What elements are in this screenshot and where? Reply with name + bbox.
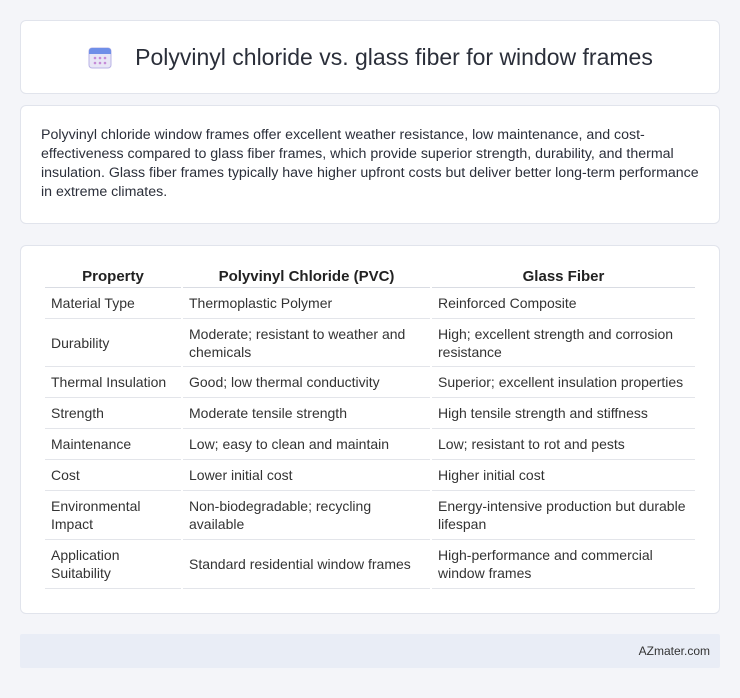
summary-text: Polyvinyl chloride window frames offer excellent weather resistance, low maintenance, and cost-effectiveness compared to glass fiber frames, which provide superior strength, durability, and thermal insulation. Glass fiber frames typically have higher upfront costs but deliver better long-term performance in extreme climates.: [41, 127, 699, 200]
comparison-card: [20, 245, 720, 614]
row-pvc-value: Moderate tensile strength: [183, 398, 430, 429]
table-row: [45, 288, 695, 319]
row-property: Cost: [45, 460, 181, 491]
row-property: Material Type: [45, 288, 181, 319]
row-pvc-value: Moderate; resistant to weather and chemicals: [183, 319, 430, 367]
table-row: [45, 398, 695, 429]
row-property: Durability: [45, 319, 181, 367]
footer-brand: AZmater.com: [638, 644, 710, 658]
header-glass-fiber: Glass Fiber: [432, 266, 695, 288]
row-glass-fiber-value: High; excellent strength and corrosion resistance: [432, 319, 695, 367]
row-glass-fiber-value: Low; resistant to rot and pests: [432, 429, 695, 460]
row-glass-fiber-value: High-performance and commercial window frames: [432, 540, 695, 589]
row-glass-fiber-value: Reinforced Composite: [432, 288, 695, 319]
row-pvc-value: Standard residential window frames: [183, 540, 430, 589]
table-row: [45, 491, 695, 540]
row-glass-fiber-value: Energy-intensive production but durable lifespan: [432, 491, 695, 540]
row-glass-fiber-value: High tensile strength and stiffness: [432, 398, 695, 429]
row-pvc-value: Non-biodegradable; recycling available: [183, 491, 430, 540]
calendar-icon: [87, 44, 113, 70]
row-property: Application Suitability: [45, 540, 181, 589]
row-pvc-value: Lower initial cost: [183, 460, 430, 491]
row-property: Maintenance: [45, 429, 181, 460]
row-pvc-value: Good; low thermal conductivity: [183, 367, 430, 398]
row-pvc-value: Low; easy to clean and maintain: [183, 429, 430, 460]
header-pvc: Polyvinyl Chloride (PVC): [183, 266, 430, 288]
summary-card: [20, 105, 720, 224]
row-pvc-value: Thermoplastic Polymer: [183, 288, 430, 319]
title-card: [20, 20, 720, 94]
table-header-row: [45, 266, 695, 288]
table-row: [45, 429, 695, 460]
comparison-table: [43, 266, 697, 589]
header-property: Property: [45, 266, 181, 288]
table-row: [45, 540, 695, 589]
table-row: [45, 367, 695, 398]
row-property: Thermal Insulation: [45, 367, 181, 398]
table-row: [45, 319, 695, 367]
row-property: Strength: [45, 398, 181, 429]
row-property: Environmental Impact: [45, 491, 181, 540]
footer: [20, 634, 720, 668]
row-glass-fiber-value: Higher initial cost: [432, 460, 695, 491]
table-row: [45, 460, 695, 491]
page-title: Polyvinyl chloride vs. glass fiber for window frames: [135, 43, 653, 70]
row-glass-fiber-value: Superior; excellent insulation properties: [432, 367, 695, 398]
